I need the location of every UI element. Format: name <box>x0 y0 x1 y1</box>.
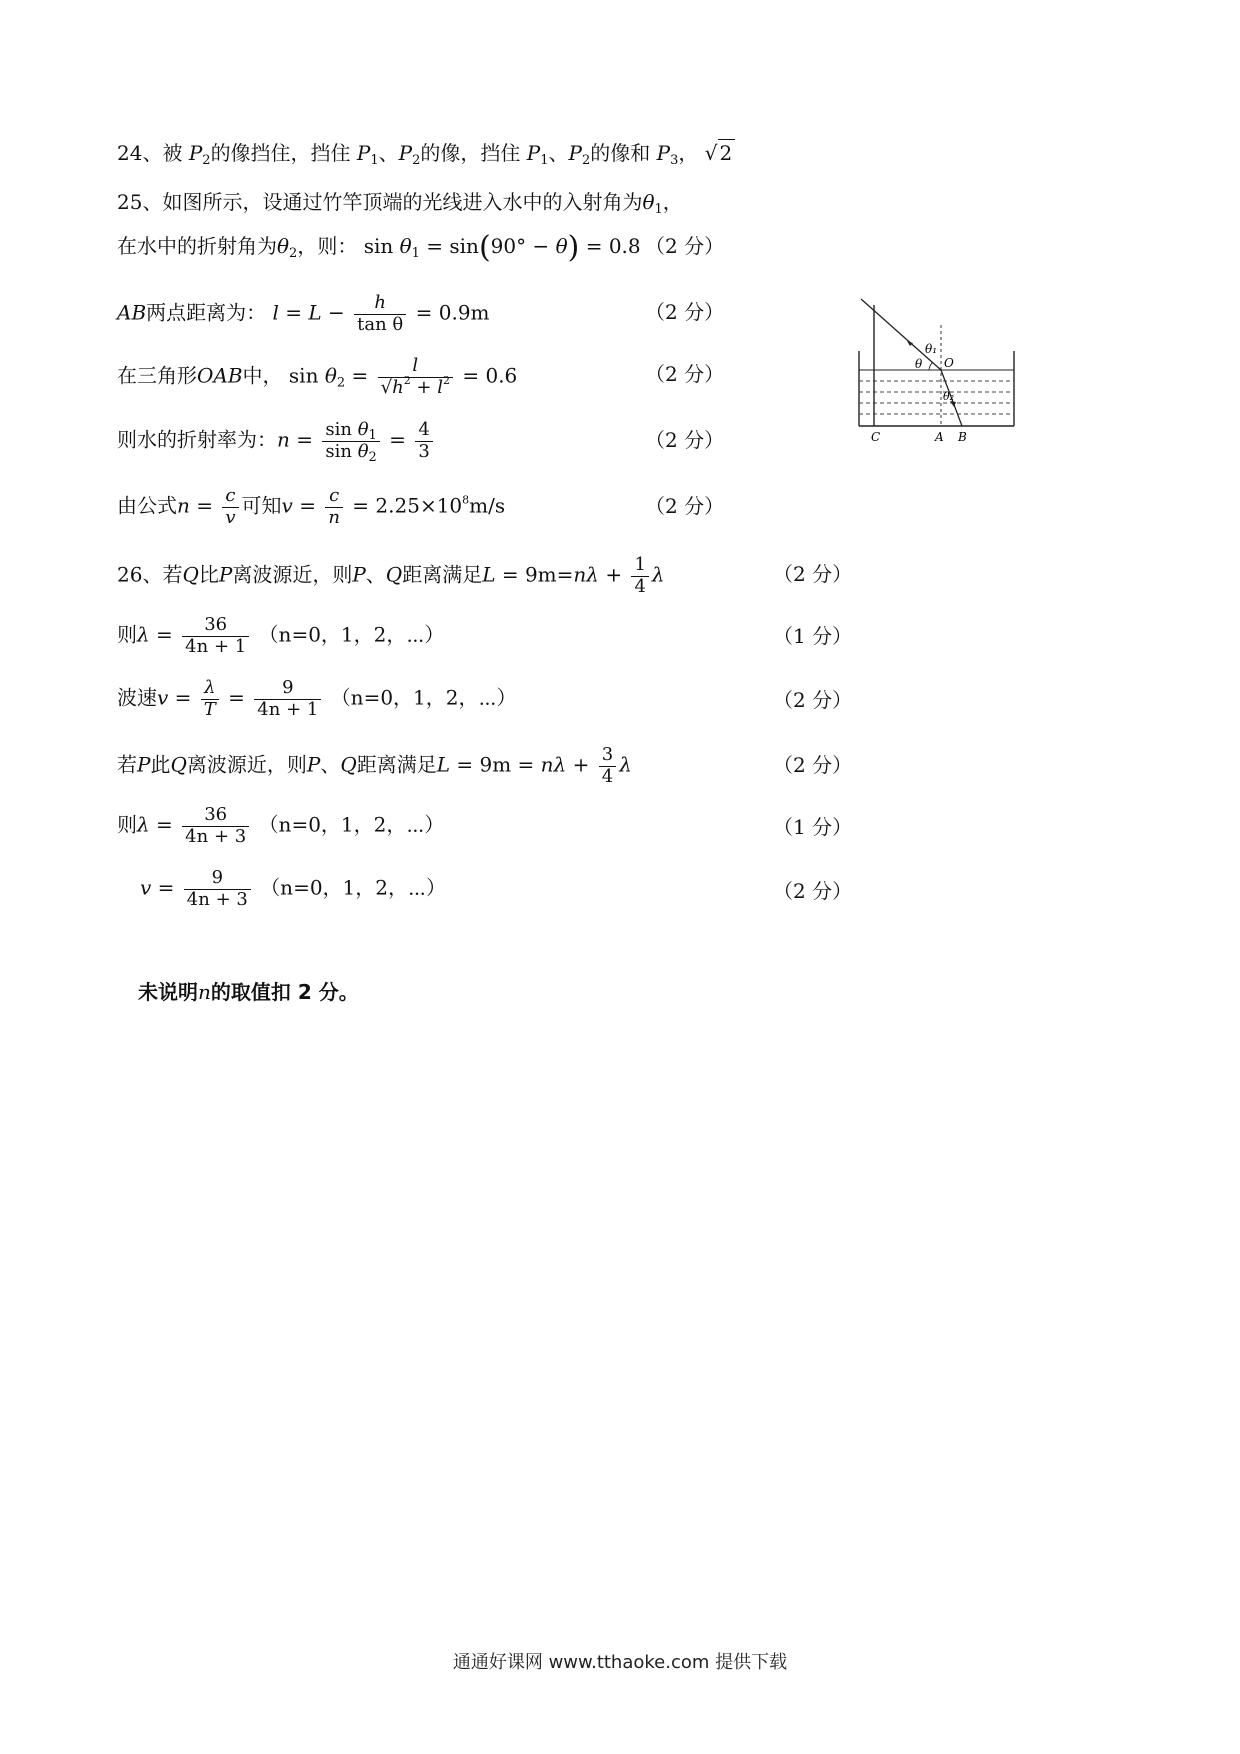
q25-ab-line: AB两点距离为： l = L − $\frac{h}{\text{tan θ}}$ = 0.9m <box>117 292 490 335</box>
q25-score-3: （2 分） <box>645 362 725 386</box>
q25-score-5: （2 分） <box>645 494 725 518</box>
label-theta1: θ₁ <box>925 342 938 356</box>
q25-score-1: （2 分） <box>645 234 725 258</box>
fraction-l-over-sqrt: $\frac{l}{√h^2 + l^2}$ <box>378 356 453 398</box>
q25-n-line: 则水的折射率为：n = $\frac{\sin \theta_1}{\sin \theta_2}$ = $\frac{4}{3}$ <box>117 420 436 462</box>
sqrt-sign: √ <box>380 376 393 398</box>
q26-line-6: v = $\frac{9}{4n + 3}$ （n=0，1，2，⋯） <box>140 867 446 910</box>
fraction-sin-ratio: $\frac{\sin \theta_1}{\sin \theta_2}$ <box>322 420 379 462</box>
label-B: B <box>958 430 967 444</box>
fraction-c-v: $\frac{c}{v}$ <box>222 486 238 528</box>
q25-score-4: （2 分） <box>645 428 725 452</box>
label-O: O <box>944 356 954 370</box>
q24-line: 24、被 $P_2$的像挡住，挡住 $P_1$、$P_2$的像，挡住 $P_1$、$P_2$的像和 $P_3$， √ 2 <box>117 143 735 163</box>
label-C: C <box>871 430 881 444</box>
label-theta: θ <box>915 357 923 371</box>
q26-line-2: 则λ = $\frac{36}{4n + 1}$ （n=0，1，2，⋯） <box>117 614 445 657</box>
q25-intro-line: 25、如图所示，设通过竹竿顶端的光线进入水中的入射角为$\theta_1$， <box>117 190 683 217</box>
label-theta2: θ₂ <box>943 390 955 403</box>
label-A: A <box>935 430 944 444</box>
fraction-h-over-tan: $\frac{h}{\text{tan θ}}$ <box>354 293 406 335</box>
q26-score-4: （2 分） <box>773 753 853 777</box>
q26-line-5: 则λ = $\frac{36}{4n + 3}$ （n=0，1，2，⋯） <box>117 804 445 847</box>
q26-score-3: （2 分） <box>773 688 853 712</box>
q26-line-1: 26、若Q比P离波源近，则P、Q距离满足L = 9m=nλ + $\frac{1}{4}$ λ <box>117 554 665 597</box>
q26-score-6: （2 分） <box>773 879 853 903</box>
fraction-lambda-T: $\frac{\lambda}{T}$ <box>201 678 219 720</box>
fraction-36-4n1: $\frac{36}{4n + 1}$ <box>182 615 249 657</box>
q26-score-5: （1 分） <box>773 815 853 839</box>
fraction-9-4n1: $\frac{9}{4n + 1}$ <box>254 678 321 720</box>
sqrt-2: √ 2 <box>705 143 735 163</box>
q25-eq1-line: 在水中的折射角为$\theta_2$，则： $\sin \theta_1 = \sin(90^\circ - \theta) = 0.8$ <box>117 230 641 265</box>
scoring-note: 未说明n的取值扣 2 分。 <box>138 980 359 1004</box>
refraction-figure <box>855 295 1025 445</box>
q25-oab-line: 在三角形OAB中， $\sin \theta_2$ = $\frac{l}{√h^2 + l^2}$ = 0.6 <box>117 355 518 398</box>
fraction-4-3: $\frac{4}{3}$ <box>415 420 432 462</box>
fraction-9-4n3: $\frac{9}{4n + 3}$ <box>184 868 251 910</box>
q26-score-1: （2 分） <box>773 562 853 586</box>
fraction-3-4: $\frac{3}{4}$ <box>599 745 616 787</box>
q26-line-3: 波速v = $\frac{\lambda}{T}$ = $\frac{9}{4n + 1}$ （n=0，1，2，⋯） <box>117 677 517 720</box>
q25-v-line: 由公式n = $\frac{c}{v}$ 可知v = $\frac{c}{n}$ = $2.25\times 10^8m/s$ <box>117 485 506 528</box>
q26-score-2: （1 分） <box>773 624 853 648</box>
fraction-c-n: $\frac{c}{n}$ <box>325 486 343 528</box>
q26-line-4: 若P此Q离波源近，则P、Q距离满足L = 9m = nλ + $\frac{3}{4}$ λ <box>117 744 632 787</box>
fraction-1-4: $\frac{1}{4}$ <box>631 555 648 597</box>
fraction-36-4n3: $\frac{36}{4n + 3}$ <box>182 805 249 847</box>
footer: 通通好课网 www.tthaoke.com 提供下载 <box>452 1652 788 1673</box>
q25-score-2: （2 分） <box>645 300 725 324</box>
